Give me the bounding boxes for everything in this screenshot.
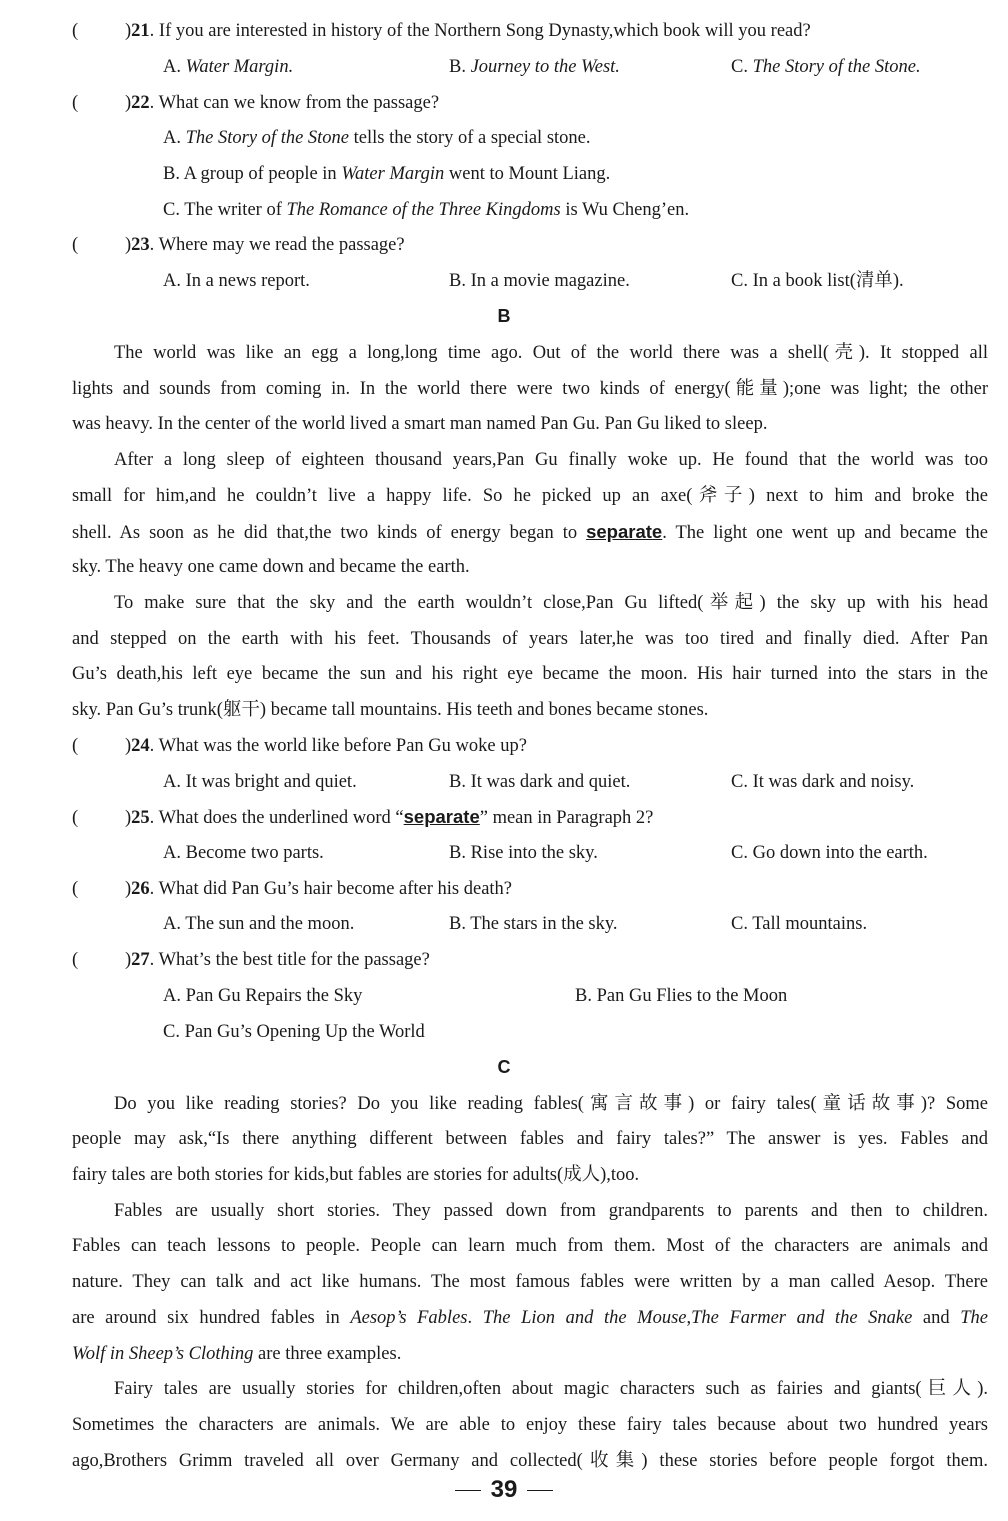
paragraph-line: and stepped on the earth with his feet. Thousands of years later,he was too tired and finally died. After Pan [72, 629, 988, 649]
answer-blank[interactable]: ( [72, 879, 79, 899]
option-a: A. In a news report. [163, 271, 310, 291]
underlined-word: separate [586, 521, 663, 542]
question-text: . What was the world like before Pan Gu woke up? [149, 736, 527, 756]
paragraph-line: After a long sleep of eighteen thousand years,Pan Gu finally woke up. He found that the world was too [114, 450, 988, 470]
paragraph-line: Fables can teach lessons to people. People can learn much from them. Most of the characters are animals and [72, 1236, 988, 1256]
question-text: . If you are interested in history of the Northern Song Dynasty,which book will you read? [149, 21, 811, 41]
option-c: C. The Story of the Stone. [731, 57, 921, 77]
option-b: B. Rise into the sky. [449, 843, 598, 863]
question-23: ( )23. Where may we read the passage? [72, 231, 988, 259]
question-26: ( )26. What did Pan Gu’s hair become after his death? [72, 875, 988, 903]
paragraph-line: people may ask,“Is there anything different between fables and fairy tales?” The answer is yes. Fables and [72, 1129, 988, 1149]
paragraph-line: are around six hundred fables in Aesop’s Fables. The Lion and the Mouse,The Farmer and the Snake and The [72, 1308, 988, 1328]
question-22: ( )22. What can we know from the passage? [72, 89, 988, 117]
question-text: . What’s the best title for the passage? [149, 950, 430, 970]
answer-blank[interactable]: ( [72, 736, 79, 756]
option-b: B. The stars in the sky. [449, 914, 618, 934]
answer-blank[interactable]: ( [72, 808, 79, 828]
option-a: A. Become two parts. [163, 843, 324, 863]
option-c: C. The writer of The Romance of the Three Kingdoms is Wu Cheng’en. [163, 200, 690, 220]
paragraph-line: sky. The heavy one came down and became the earth. [72, 557, 470, 577]
question-number: 24 [131, 736, 150, 756]
question-27: ( )27. What’s the best title for the passage? [72, 946, 988, 974]
question-number: 26 [131, 879, 150, 899]
question-24: ( )24. What was the world like before Pan Gu woke up? [72, 732, 988, 760]
page-number: 39 [0, 1475, 1008, 1505]
paragraph-line: Fables are usually short stories. They passed down from grandparents to parents and then to children. [114, 1201, 988, 1221]
paragraph-line: was heavy. In the center of the world lived a smart man named Pan Gu. Pan Gu liked to sleep. [72, 414, 768, 434]
paragraph-line: lights and sounds from coming in. In the world there were two kinds of energy(能量);one was light; the other [72, 379, 988, 399]
underlined-word: separate [403, 806, 480, 827]
question-21: ( )21. If you are interested in history of the Northern Song Dynasty,which book will you read? [72, 17, 988, 45]
option-c: C. It was dark and noisy. [731, 772, 915, 792]
dash-right [527, 1490, 553, 1491]
paragraph-line: shell. As soon as he did that,the two kinds of energy began to separate. The light one went up and became the [72, 521, 988, 543]
paragraph-line: sky. Pan Gu’s trunk(躯干) became tall mountains. His teeth and bones became stones. [72, 700, 709, 720]
option-c: C. Pan Gu’s Opening Up the World [163, 1022, 425, 1042]
paragraph-line: ago,Brothers Grimm traveled all over Germany and collected(收集) these stories before people forgot them. [72, 1451, 988, 1471]
paragraph-line: fairy tales are both stories for kids,but fables are stories for adults(成人),too. [72, 1165, 640, 1185]
paragraph-line: small for him,and he couldn’t live a happy life. So he picked up an axe(斧子) next to him and broke the [72, 486, 988, 506]
question-number: 23 [131, 235, 150, 255]
option-a: A. The sun and the moon. [163, 914, 355, 934]
option-b: B. Pan Gu Flies to the Moon [575, 986, 788, 1006]
question-number: 25 [131, 808, 150, 828]
option-a: A. It was bright and quiet. [163, 772, 357, 792]
answer-blank[interactable]: ( [72, 21, 79, 41]
question-text: . Where may we read the passage? [149, 235, 405, 255]
paragraph-line: nature. They can talk and act like humans. The most famous fables were written by a man called Aesop. There [72, 1272, 988, 1292]
option-c: C. Go down into the earth. [731, 843, 928, 863]
option-b: B. Journey to the West. [449, 57, 620, 77]
question-number: 27 [131, 950, 150, 970]
paragraph-line: Wolf in Sheep’s Clothing are three examples. [72, 1344, 402, 1364]
question-number: 21 [131, 21, 150, 41]
paragraph-line: Sometimes the characters are animals. We are able to enjoy these fairy tales because about two hundred years [72, 1415, 988, 1435]
section-heading-c: C [497, 1057, 511, 1077]
question-text: . What can we know from the passage? [149, 93, 440, 113]
option-b: B. A group of people in Water Margin went to Mount Liang. [163, 164, 611, 184]
answer-blank[interactable]: ( [72, 235, 79, 255]
question-number: 22 [131, 93, 150, 113]
option-a: A. The Story of the Stone tells the story of a special stone. [163, 128, 591, 148]
paragraph-line: Fairy tales are usually stories for children,often about magic characters such as fairies and giants(巨人). [114, 1379, 988, 1399]
option-a: A. Water Margin. [163, 57, 294, 77]
paragraph-line: Gu’s death,his left eye became the sun and his right eye became the moon. His hair turned into the stars in the [72, 664, 988, 684]
option-b: B. In a movie magazine. [449, 271, 630, 291]
question-25: ( )25. What does the underlined word “separate” mean in Paragraph 2? [72, 803, 988, 831]
paragraph-line: The world was like an egg a long,long time ago. Out of the world there was a shell(壳). It stopped all [114, 343, 988, 363]
section-heading-b: B [497, 306, 511, 326]
option-c: C. Tall mountains. [731, 914, 868, 934]
answer-blank[interactable]: ( [72, 950, 79, 970]
paragraph-line: To make sure that the sky and the earth wouldn’t close,Pan Gu lifted(举起) the sky up with his head [114, 593, 988, 613]
option-b: B. It was dark and quiet. [449, 772, 631, 792]
answer-blank[interactable]: ( [72, 93, 79, 113]
option-a: A. Pan Gu Repairs the Sky [163, 986, 363, 1006]
paragraph-line: Do you like reading stories? Do you like reading fables(寓言故事) or fairy tales(童话故事)? Some [114, 1094, 988, 1114]
dash-left [455, 1490, 481, 1491]
question-text: . What did Pan Gu’s hair become after his death? [149, 879, 513, 899]
option-c: C. In a book list(清单). [731, 271, 904, 291]
